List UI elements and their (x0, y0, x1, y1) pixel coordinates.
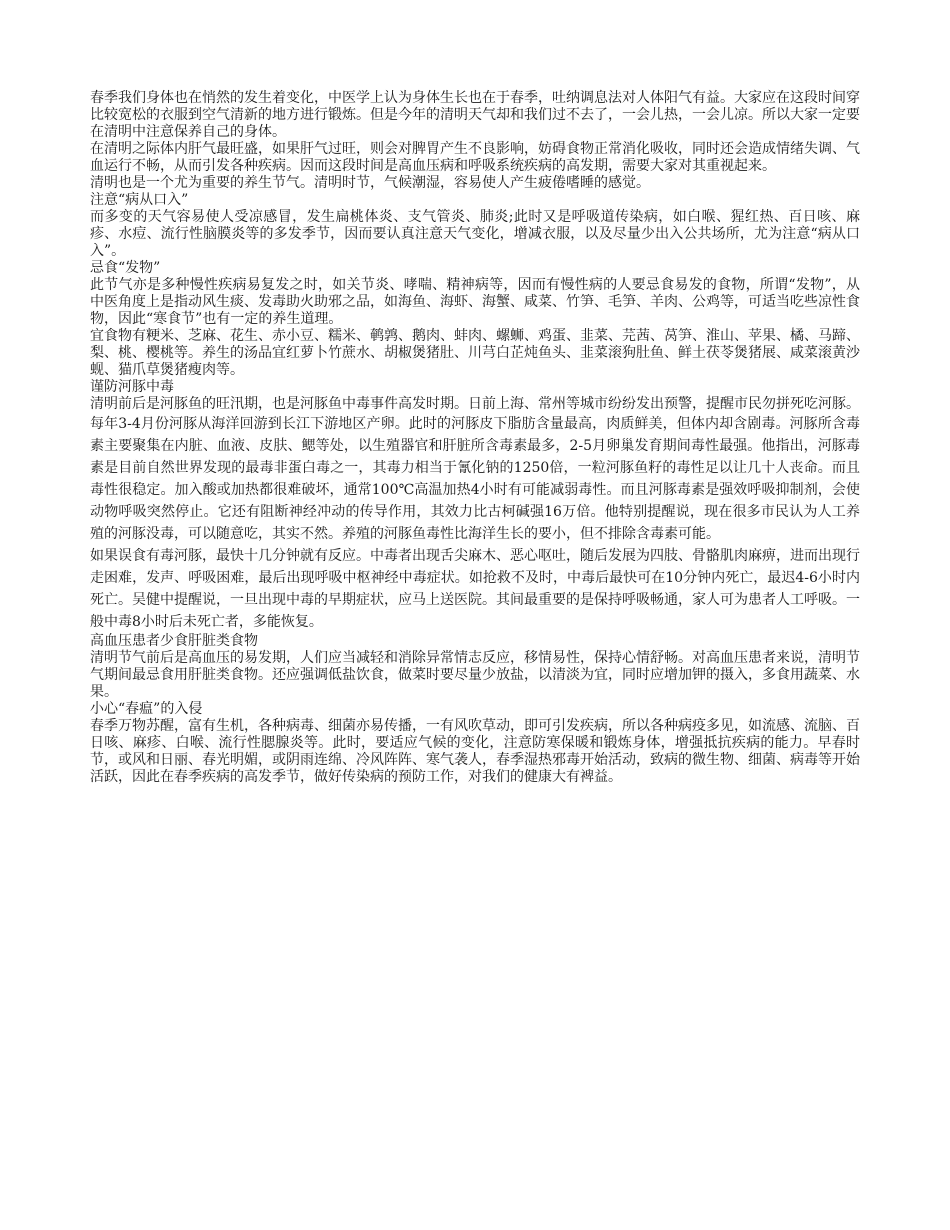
section-heading: 注意“病从口入” (90, 192, 189, 208)
section-heading: 小心“春瘟”的入侵 (90, 701, 203, 717)
section-heading: 谨防河豚中毒 (90, 379, 174, 395)
paragraph: 清明前后是河豚鱼的旺汛期，也是河豚鱼中毒事件高发时期。日前上海、常州等城市纷纷发出预警，提醒市民勿拼死吃河豚。 (90, 396, 860, 412)
paragraph: 每年3-4月份河豚从海洋回游到长江下游地区产卵。此时的河豚皮下脂肪含量最高，肉质鲜美，但体内却含剧毒。河豚所含毒素主要聚集在内脏、血液、皮肤、鳃等处，以生殖器官和肝脏所含毒素最多，2-5月卵巢发育期间毒性最强。他指出，河豚毒素是目前自然世界发现的最毒非蛋白毒之一，其毒力相当于氰化钠的1250倍，一粒河豚鱼籽的毒性足以让几十人丧命。而且毒性很稳定。加入酸或加热都很难破坏，通常100℃高温加热4小时有可能减弱毒性。而且河豚毒素是强效呼吸抑制剂，会使动物呼吸突然停止。它还有阻断神经冲动的传导作用，其效力比古柯碱强16万倍。他特别提醒说，现在很多市民认为人工养殖的河豚没毒，可以随意吃，其实不然。养殖的河豚鱼毒性比海洋生长的要小，但不排除含毒素可能。 (90, 416, 860, 542)
paragraph: 清明也是一个尤为重要的养生节气。清明时节，气候潮湿，容易使人产生疲倦嗜睡的感觉。 (90, 175, 650, 191)
document-body (90, 90, 860, 786)
paragraph: 在清明之际体内肝气最旺盛，如果肝气过旺，则会对脾胃产生不良影响，妨碍食物正常消化吸收，同时还会造成情绪失调、气血运行不畅，从而引发各种疾病。因而这段时间是高血压病和呼吸系统疾病的高发期，需要大家对其重视起来。 (90, 141, 860, 174)
section-heading: 忌食“发物” (90, 260, 161, 276)
paragraph: 宜食物有粳米、芝麻、花生、赤小豆、糯米、鹌鹑、鹅肉、蚌肉、螺蛳、鸡蛋、韭菜、芫茜、莴笋、淮山、苹果、橘、马蹄、梨、桃、樱桃等。养生的汤品宜红萝卜竹蔗水、胡椒煲猪肚、川芎白芷炖鱼头、韭菜滚狗肚鱼、鲜土茯苓煲猪展、咸菜滚黄沙蚬、猫爪草煲猪瘦肉等。 (90, 328, 860, 378)
paragraph: 此节气亦是多种慢性疾病易复发之时，如关节炎、哮喘、精神病等，因而有慢性病的人要忌食易发的食物，所谓“发物”，从中医角度上是指动风生痰、发毒助火助邪之品，如海鱼、海虾、海蟹、咸菜、竹笋、毛笋、羊肉、公鸡等，可适当吃些凉性食物，因此“寒食节”也有一定的养生道理。 (90, 277, 860, 327)
paragraph: 清明节气前后是高血压的易发期，人们应当减轻和消除异常情志反应，移情易性，保持心情舒畅。对高血压患者来说，清明节气期间最忌食用肝脏类食物。还应强调低盐饮食，做菜时要尽量少放盐，以清淡为宜，同时应增加钾的摄入，多食用蔬菜、水果。 (90, 650, 860, 700)
section-heading: 高血压患者少食肝脏类食物 (90, 633, 258, 649)
paragraph: 春季我们身体也在悄然的发生着变化，中医学上认为身体生长也在于春季，吐纳调息法对人体阳气有益。大家应在这段时间穿比较宽松的衣服到空气清新的地方进行锻炼。但是今年的清明天气却和我们过不去了，一会儿热，一会儿凉。所以大家一定要在清明中注意保养自己的身体。 (90, 90, 860, 140)
paragraph: 春季万物苏醒，富有生机，各种病毒、细菌亦易传播，一有风吹草动，即可引发疾病，所以各种病疫多见，如流感、流脑、百日咳、麻疹、白喉、流行性腮腺炎等。此时，要适应气候的变化，注意防寒保暖和锻炼身体，增强抵抗疾病的能力。早春时节，或风和日丽、春光明媚，或阴雨连绵、冷风阵阵、寒气袭人，春季湿热邪毒开始活动，致病的微生物、细菌、病毒等开始活跃，因此在春季疾病的高发季节，做好传染病的预防工作，对我们的健康大有裨益。 (90, 718, 860, 785)
paragraph: 如果误食有毒河豚，最快十几分钟就有反应。中毒者出现舌尖麻木、恶心呕吐，随后发展为四肢、骨骼肌肉麻痹，进而出现行走困难，发声、呼吸困难，最后出现呼吸中枢神经中毒症状。如抢救不及时，中毒后最快可在10分钟内死亡，最迟4-6小时内死亡。吴健中提醒说，一旦出现中毒的早期症状，应马上送医院。其间最重要的是保持呼吸畅通，家人可为患者人工呼吸。一般中毒8小时后未死亡者，多能恢复。 (90, 548, 860, 630)
paragraph: 而多变的天气容易使人受凉感冒，发生扁桃体炎、支气管炎、肺炎;此时又是呼吸道传染病，如白喉、猩红热、百日咳、麻疹、水痘、流行性脑膜炎等的多发季节，因而要认真注意天气变化，增减衣服，以及尽量少出入公共场所，尤为注意“病从口入”。 (90, 209, 860, 259)
